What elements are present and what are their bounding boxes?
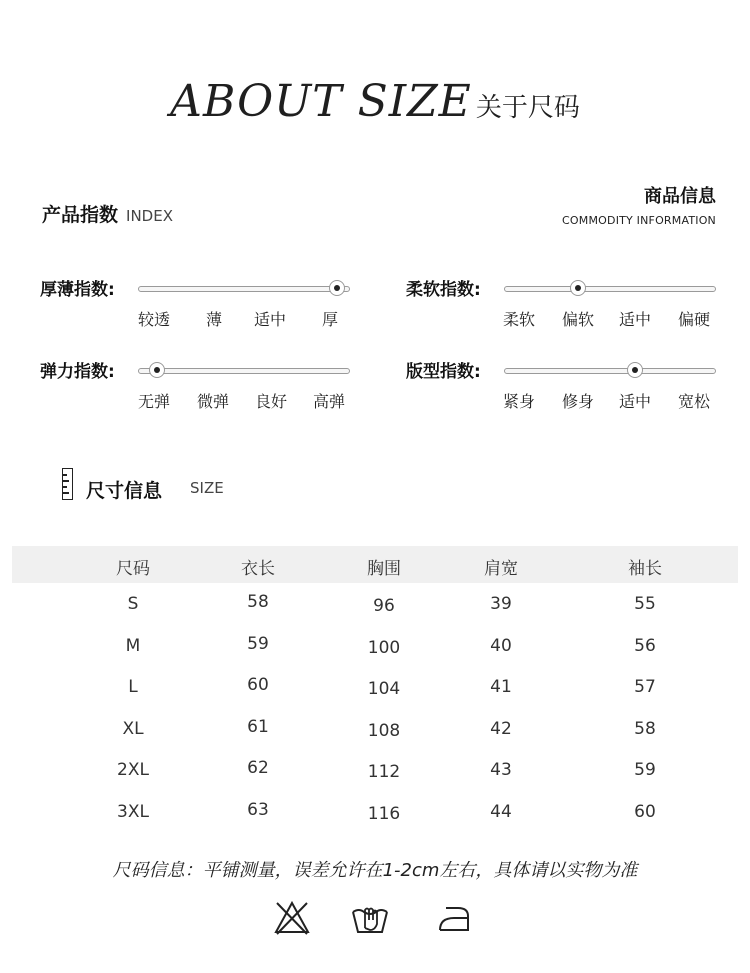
product-index-heading: [42, 200, 173, 227]
table-cell: 104: [367, 679, 401, 699]
table-header-cell: 胸围: [367, 559, 401, 579]
index-label: 版型指数:: [406, 362, 481, 382]
table-cell: 41: [490, 677, 512, 697]
title-chinese: 关于尺码: [475, 93, 580, 123]
table-cell: L: [128, 677, 138, 697]
no-bleach-icon: [272, 898, 312, 938]
table-cell: 43: [490, 760, 512, 780]
table-cell: 57: [634, 677, 656, 697]
table-cell: 60: [247, 675, 269, 695]
index-row: [406, 275, 726, 335]
iron-icon: [434, 898, 474, 938]
table-cell: 108: [367, 721, 401, 741]
measurement-note: 尺码信息：平铺测量，误差允许在1-2cm左右，具体请以实物为准: [112, 860, 638, 881]
table-cell: 39: [490, 594, 512, 614]
title-english: ABOUT SIZE: [170, 76, 472, 127]
table-header-cell: 袖长: [628, 559, 662, 579]
table-cell: S: [127, 594, 139, 614]
table-cell: 59: [634, 760, 656, 780]
table-cell: XL: [122, 719, 144, 739]
index-option: 适中: [254, 310, 287, 329]
table-cell: 112: [367, 762, 401, 782]
table-cell: 59: [247, 634, 269, 654]
index-knob: [149, 362, 165, 378]
table-cell: 44: [490, 802, 512, 822]
table-cell: 42: [490, 719, 512, 739]
index-track: [138, 368, 350, 374]
table-cell: 60: [634, 802, 656, 822]
table-header-cell: 衣长: [241, 559, 275, 579]
product-index-title: 产品指数: [42, 204, 119, 226]
index-row: [406, 357, 726, 417]
table-header-cell: 尺码: [116, 559, 150, 579]
index-option: 修身: [562, 392, 595, 411]
index-label: 弹力指数:: [40, 362, 115, 382]
table-cell: 58: [634, 719, 656, 739]
table-cell: 3XL: [117, 802, 149, 822]
index-option: 偏硬: [678, 310, 711, 329]
index-label: 厚薄指数:: [40, 280, 115, 300]
index-option: 紧身: [503, 392, 536, 411]
index-row: [40, 275, 360, 335]
index-option: 偏软: [562, 310, 595, 329]
table-cell: 96: [373, 596, 395, 616]
index-track: [504, 286, 716, 292]
index-option: 柔软: [503, 310, 536, 329]
index-option: 厚: [322, 310, 339, 329]
table-cell: 63: [247, 800, 269, 820]
index-option: 薄: [206, 310, 223, 329]
size-info-subtitle: SIZE: [190, 479, 224, 497]
size-info-title: 尺寸信息: [86, 480, 163, 502]
index-knob: [627, 362, 643, 378]
index-option: 宽松: [678, 392, 711, 411]
table-cell: 56: [634, 636, 656, 656]
index-option: 较透: [138, 310, 171, 329]
page-title: [0, 76, 750, 127]
index-row: [40, 357, 360, 417]
table-cell: M: [125, 636, 141, 656]
index-option: 适中: [619, 392, 652, 411]
table-cell: 62: [247, 758, 269, 778]
size-table-header: [12, 546, 738, 583]
index-knob: [329, 280, 345, 296]
index-track: [504, 368, 716, 374]
commodity-info-title: 商品信息: [644, 186, 716, 207]
index-option: 高弹: [313, 392, 346, 411]
table-cell: 116: [367, 804, 401, 824]
index-option: 良好: [255, 392, 288, 411]
index-track: [138, 286, 350, 292]
index-label: 柔软指数:: [406, 280, 481, 300]
commodity-info-subtitle: COMMODITY INFORMATION: [562, 214, 716, 227]
table-cell: 2XL: [117, 760, 149, 780]
table-cell: 100: [367, 638, 401, 658]
index-knob: [570, 280, 586, 296]
table-cell: 61: [247, 717, 269, 737]
ruler-icon: [62, 468, 73, 500]
table-cell: 55: [634, 594, 656, 614]
index-option: 微弹: [197, 392, 230, 411]
table-header-cell: 肩宽: [484, 559, 518, 579]
table-cell: 58: [247, 592, 269, 612]
index-option: 无弹: [138, 392, 171, 411]
table-cell: 40: [490, 636, 512, 656]
commodity-info-heading: [562, 182, 716, 227]
hand-wash-icon: [350, 898, 390, 938]
index-option: 适中: [619, 310, 652, 329]
product-index-subtitle: INDEX: [126, 207, 173, 225]
